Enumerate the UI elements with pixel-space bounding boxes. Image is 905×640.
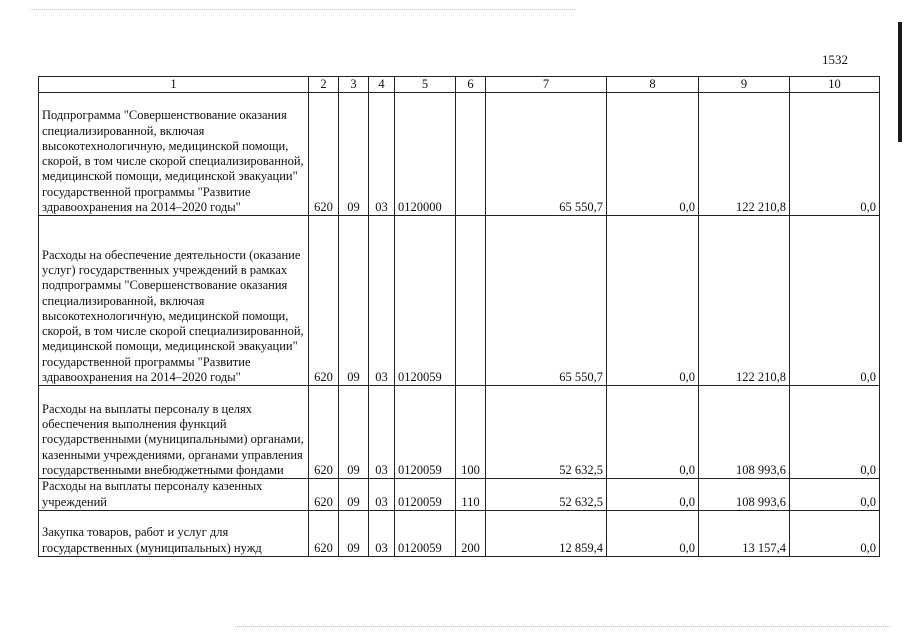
cell-amount: 52 632,5 (486, 386, 607, 479)
cell-ministry: 620 (309, 93, 339, 216)
cell-ministry: 620 (309, 510, 339, 556)
scan-artifact-bottom (235, 626, 890, 627)
cell-expense-type: 200 (456, 510, 486, 556)
table-row (39, 386, 880, 479)
column-header: 7 (486, 77, 607, 93)
cell-amount: 13 157,4 (699, 510, 790, 556)
cell-subsection: 03 (369, 479, 395, 511)
cell-amount: 0,0 (790, 479, 880, 511)
cell-amount: 0,0 (790, 216, 880, 386)
cell-target-article: 0120059 (395, 479, 456, 511)
cell-section: 09 (339, 510, 369, 556)
cell-amount: 108 993,6 (699, 386, 790, 479)
column-header: 5 (395, 77, 456, 93)
cell-ministry: 620 (309, 479, 339, 511)
cell-section: 09 (339, 216, 369, 386)
cell-subsection: 03 (369, 216, 395, 386)
cell-amount: 122 210,8 (699, 93, 790, 216)
row-description: Закупка товаров, работ и услуг для государственных (муниципальных) нужд (39, 510, 309, 556)
cell-amount: 108 993,6 (699, 479, 790, 511)
cell-amount: 65 550,7 (486, 93, 607, 216)
cell-subsection: 03 (369, 93, 395, 216)
cell-subsection: 03 (369, 510, 395, 556)
cell-target-article: 0120059 (395, 386, 456, 479)
cell-ministry: 620 (309, 216, 339, 386)
row-description: Расходы на обеспечение деятельности (оказание услуг) государственных учреждений в рамках подпрограммы "Совершенствование оказания специализированной, включая высокотехнологичную, медицинской помощи, скорой, в том числе скорой специализированной, медицинской помощи, медицинской эвакуации" государственной программы "Развитие здравоохранения на 2014–2020 годы" (39, 216, 309, 386)
column-header: 1 (39, 77, 309, 93)
table-row (39, 216, 880, 386)
column-header: 8 (607, 77, 699, 93)
cell-amount: 0,0 (790, 386, 880, 479)
cell-amount: 122 210,8 (699, 216, 790, 386)
cell-amount: 0,0 (607, 386, 699, 479)
cell-ministry: 620 (309, 386, 339, 479)
cell-section: 09 (339, 386, 369, 479)
table-row (39, 510, 880, 556)
page-number: 1532 (822, 52, 848, 67)
cell-section: 09 (339, 93, 369, 216)
cell-amount: 12 859,4 (486, 510, 607, 556)
table-header-row (39, 77, 880, 93)
cell-expense-type (456, 93, 486, 216)
cell-amount: 0,0 (607, 93, 699, 216)
cell-expense-type: 110 (456, 479, 486, 511)
column-header: 2 (309, 77, 339, 93)
cell-expense-type (456, 216, 486, 386)
cell-amount: 0,0 (790, 510, 880, 556)
budget-table (38, 76, 880, 557)
scan-edge-bar (898, 22, 902, 142)
table-row (39, 93, 880, 216)
column-header: 4 (369, 77, 395, 93)
column-header: 10 (790, 77, 880, 93)
cell-expense-type: 100 (456, 386, 486, 479)
row-description: Расходы на выплаты персоналу в целях обеспечения выполнения функций государственными (муниципальными) органами, казенными учреждениями, органами управления государственными внебюджетными фондами (39, 386, 309, 479)
cell-amount: 52 632,5 (486, 479, 607, 511)
cell-amount: 0,0 (607, 510, 699, 556)
row-description: Расходы на выплаты персоналу казенных учреждений (39, 479, 309, 511)
cell-amount: 0,0 (607, 479, 699, 511)
cell-section: 09 (339, 479, 369, 511)
cell-amount: 65 550,7 (486, 216, 607, 386)
column-header: 6 (456, 77, 486, 93)
row-description: Подпрограмма "Совершенствование оказания специализированной, включая высокотехнологичную, медицинской помощи, скорой, в том числе скорой специализированной, медицинской помощи, медицинской эвакуации" государственной программы "Развитие здравоохранения на 2014–2020 годы" (39, 93, 309, 216)
cell-amount: 0,0 (790, 93, 880, 216)
cell-subsection: 03 (369, 386, 395, 479)
cell-target-article: 0120059 (395, 216, 456, 386)
scan-artifact-top (30, 9, 575, 10)
column-header: 3 (339, 77, 369, 93)
table-row (39, 479, 880, 511)
cell-amount: 0,0 (607, 216, 699, 386)
cell-target-article: 0120000 (395, 93, 456, 216)
column-header: 9 (699, 77, 790, 93)
cell-target-article: 0120059 (395, 510, 456, 556)
